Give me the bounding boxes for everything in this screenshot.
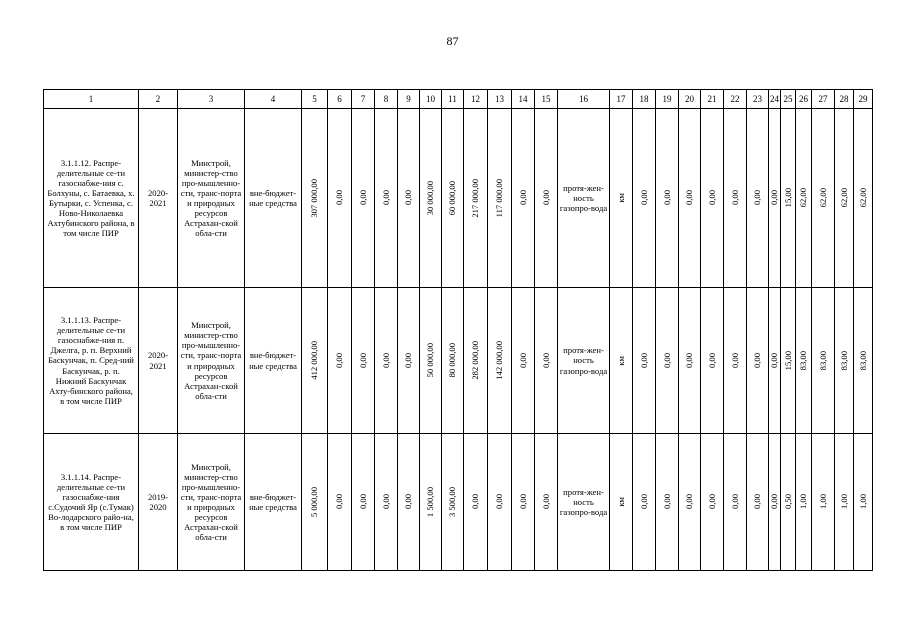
value-cell-6 <box>328 109 352 288</box>
source-cell <box>245 288 302 434</box>
value-text: 0,00 <box>403 352 414 369</box>
period-text: 2020-2021 <box>147 350 169 371</box>
value-cell-21 <box>701 434 724 571</box>
value-cell-14 <box>512 288 535 434</box>
value-text: 0,00 <box>334 352 345 369</box>
source-cell <box>245 434 302 571</box>
value-text: 0,00 <box>403 494 414 510</box>
header-row <box>44 90 873 109</box>
indicator-text: протя-жен-ность газопро-вода <box>559 182 608 214</box>
col-header: 21 <box>701 90 724 109</box>
value-cell-8 <box>375 434 398 571</box>
value-cell-13 <box>488 288 512 434</box>
period-cell <box>139 288 178 434</box>
value-cell-22 <box>724 434 747 571</box>
value-text: 0,00 <box>684 494 695 510</box>
value-cell-7 <box>352 109 375 288</box>
value-text: 0,00 <box>729 190 740 206</box>
value-cell-9 <box>398 434 420 571</box>
period-cell <box>139 434 178 571</box>
unit-text: км <box>615 355 626 366</box>
col-header: 20 <box>679 90 701 109</box>
value-text: 307 000,00 <box>309 178 320 218</box>
value-text: 0,50 <box>782 494 793 510</box>
page-number: 87 <box>446 34 459 48</box>
value-cell-14 <box>512 109 535 288</box>
value-cell-22 <box>724 288 747 434</box>
unit-cell <box>610 434 633 571</box>
value-text: 0,00 <box>638 352 649 369</box>
value-cell-25 <box>781 109 796 288</box>
value-cell-21 <box>701 288 724 434</box>
value-text: 3 500,00 <box>447 486 458 518</box>
value-cell-8 <box>375 109 398 288</box>
value-text: 0,00 <box>380 494 391 510</box>
col-header: 11 <box>442 90 464 109</box>
value-text: 1,00 <box>838 494 849 510</box>
col-header: 8 <box>375 90 398 109</box>
value-cell-20 <box>679 434 701 571</box>
value-text: 117 000,00 <box>494 178 505 218</box>
value-cell-23 <box>747 288 769 434</box>
table-row <box>44 434 873 571</box>
indicator-text: протя-жен-ность газопро-вода <box>559 345 608 376</box>
value-cell-26 <box>796 434 812 571</box>
value-text: 83,00 <box>798 350 809 371</box>
value-text: 0,00 <box>769 352 780 369</box>
value-text: 142 000,00 <box>494 341 505 380</box>
value-text: 0,00 <box>684 352 695 369</box>
value-cell-26 <box>796 288 812 434</box>
value-cell-27 <box>812 434 835 571</box>
value-cell-11 <box>442 109 464 288</box>
value-text: 0,00 <box>661 494 672 510</box>
value-text: 0,00 <box>357 494 368 510</box>
table-row <box>44 288 873 434</box>
value-text: 1,00 <box>857 494 868 510</box>
value-cell-27 <box>812 109 835 288</box>
value-cell-9 <box>398 109 420 288</box>
value-cell-24 <box>769 434 781 571</box>
value-cell-28 <box>835 434 854 571</box>
value-cell-18 <box>633 288 656 434</box>
value-cell-9 <box>398 288 420 434</box>
table-row <box>44 109 873 288</box>
value-cell-23 <box>747 109 769 288</box>
value-cell-11 <box>442 434 464 571</box>
value-text: 30 000,00 <box>425 180 436 216</box>
value-cell-15 <box>535 288 558 434</box>
value-text: 0,00 <box>706 494 717 510</box>
measure-name-text: 3.1.1.14. Распре-делительные се-ти газоснабже-ния с.Судочий Яр (с.Тумак) Во-лодарского райо-на, в том числе ПИР <box>48 471 134 533</box>
value-cell-26 <box>796 109 812 288</box>
unit-cell <box>610 109 633 288</box>
value-cell-5 <box>302 109 328 288</box>
executor-text: Минстрой, министер-ство про-мышленно-сти, транс-порта и природных ресурсов Астрахан-ской обла-сти <box>180 320 242 401</box>
value-text: 0,00 <box>494 494 505 510</box>
executor-cell <box>178 288 245 434</box>
value-text: 62,00 <box>857 188 868 208</box>
col-header: 1 <box>44 90 139 109</box>
value-cell-6 <box>328 288 352 434</box>
program-table <box>43 89 873 571</box>
value-cell-15 <box>535 434 558 571</box>
value-cell-24 <box>769 109 781 288</box>
value-text: 1,00 <box>817 494 828 510</box>
indicator-cell <box>558 109 610 288</box>
value-text: 0,00 <box>357 352 368 369</box>
col-header: 19 <box>656 90 679 109</box>
value-cell-10 <box>420 434 442 571</box>
col-header: 27 <box>812 90 835 109</box>
value-cell-24 <box>769 288 781 434</box>
col-header: 17 <box>610 90 633 109</box>
value-cell-18 <box>633 109 656 288</box>
col-header: 16 <box>558 90 610 109</box>
col-header: 4 <box>245 90 302 109</box>
measure-name <box>44 434 139 571</box>
value-text: 0,00 <box>729 494 740 510</box>
value-text: 0,00 <box>661 190 672 206</box>
value-text: 50 000,00 <box>425 343 436 378</box>
source-cell <box>245 109 302 288</box>
value-cell-29 <box>854 288 873 434</box>
unit-text: км <box>615 193 626 203</box>
value-text: 0,00 <box>769 190 780 206</box>
col-header: 15 <box>535 90 558 109</box>
executor-cell <box>178 434 245 571</box>
value-cell-25 <box>781 434 796 571</box>
value-cell-19 <box>656 109 679 288</box>
value-cell-12 <box>464 288 488 434</box>
value-text: 83,00 <box>838 350 849 371</box>
value-cell-20 <box>679 109 701 288</box>
value-cell-12 <box>464 109 488 288</box>
col-header: 10 <box>420 90 442 109</box>
value-cell-22 <box>724 109 747 288</box>
value-cell-20 <box>679 288 701 434</box>
measure-name-text: 3.1.1.12. Распре-делительные се-ти газоснабже-ния с. Болхуны, с. Батаевка, х. Бутырки, с. Успенка, с. Ново-Николаевка Ахтубинского района, в том числе ПИР <box>47 157 135 239</box>
value-text: 0,00 <box>380 190 391 206</box>
col-header: 9 <box>398 90 420 109</box>
value-cell-28 <box>835 109 854 288</box>
value-text: 0,00 <box>380 352 391 369</box>
col-header: 28 <box>835 90 854 109</box>
period-text: 2019-2020 <box>147 491 169 512</box>
value-cell-11 <box>442 288 464 434</box>
value-cell-5 <box>302 288 328 434</box>
col-header: 24 <box>769 90 781 109</box>
value-cell-29 <box>854 434 873 571</box>
value-text: 0,00 <box>752 352 763 369</box>
value-cell-10 <box>420 288 442 434</box>
value-cell-28 <box>835 288 854 434</box>
value-text: 0,00 <box>540 494 551 510</box>
value-text: 0,00 <box>684 190 695 206</box>
value-cell-13 <box>488 434 512 571</box>
source-text: вне-бюджет-ные средства <box>249 187 297 208</box>
value-text: 60 000,00 <box>447 180 458 216</box>
value-cell-10 <box>420 109 442 288</box>
value-cell-12 <box>464 434 488 571</box>
value-cell-18 <box>633 434 656 571</box>
value-text: 0,00 <box>334 494 345 510</box>
value-text: 0,00 <box>403 190 414 206</box>
value-text: 83,00 <box>857 350 868 371</box>
value-cell-14 <box>512 434 535 571</box>
value-cell-25 <box>781 288 796 434</box>
col-header: 13 <box>488 90 512 109</box>
value-text: 15,00 <box>782 188 793 208</box>
value-text: 62,00 <box>817 188 828 208</box>
value-text: 1 500,00 <box>425 486 436 518</box>
value-cell-13 <box>488 109 512 288</box>
value-cell-19 <box>656 434 679 571</box>
col-header: 22 <box>724 90 747 109</box>
value-cell-7 <box>352 288 375 434</box>
col-header: 3 <box>178 90 245 109</box>
col-header: 14 <box>512 90 535 109</box>
value-text: 0,00 <box>517 190 528 206</box>
indicator-cell <box>558 288 610 434</box>
value-text: 0,00 <box>357 190 368 206</box>
value-text: 0,00 <box>769 494 780 510</box>
value-cell-29 <box>854 109 873 288</box>
value-cell-19 <box>656 288 679 434</box>
value-text: 0,00 <box>752 190 763 206</box>
value-cell-21 <box>701 109 724 288</box>
unit-text: км <box>615 497 626 507</box>
executor-text: Минстрой, министер-ство про-мышленно-сти, транс-порта и природных ресурсов Астрахан-ской обла-сти <box>180 157 242 239</box>
value-text: 0,00 <box>517 352 528 369</box>
value-cell-6 <box>328 434 352 571</box>
value-cell-15 <box>535 109 558 288</box>
source-text: вне-бюджет-ные средства <box>249 491 297 512</box>
value-cell-27 <box>812 288 835 434</box>
value-text: 0,00 <box>540 190 551 206</box>
value-cell-8 <box>375 288 398 434</box>
measure-name-text: 3.1.1.13. Распре-делительные се-ти газоснабже-ния п. Джелга, р. п. Верхний Баскунчак, п. Сред-ний Баскунчак, р. п. Нижний Баскунчак Ахту-бинского района, в том числе ПИР <box>48 315 134 406</box>
executor-cell <box>178 109 245 288</box>
value-text: 62,00 <box>838 188 849 208</box>
col-header: 6 <box>328 90 352 109</box>
value-text: 0,00 <box>706 190 717 206</box>
col-header: 25 <box>781 90 796 109</box>
value-text: 0,00 <box>661 352 672 369</box>
value-text: 15,00 <box>782 350 793 371</box>
col-header: 29 <box>854 90 873 109</box>
col-header: 7 <box>352 90 375 109</box>
value-cell-5 <box>302 434 328 571</box>
value-cell-23 <box>747 434 769 571</box>
value-cell-7 <box>352 434 375 571</box>
col-header: 23 <box>747 90 769 109</box>
value-text: 0,00 <box>638 494 649 510</box>
value-text: 412 000,00 <box>309 341 320 380</box>
value-text: 0,00 <box>540 352 551 369</box>
col-header: 26 <box>796 90 812 109</box>
indicator-cell <box>558 434 610 571</box>
value-text: 0,00 <box>517 494 528 510</box>
value-text: 0,00 <box>334 190 345 206</box>
value-text: 0,00 <box>638 190 649 206</box>
value-text: 5 000,00 <box>309 486 320 518</box>
value-text: 217 000,00 <box>470 178 481 218</box>
value-text: 83,00 <box>817 350 828 371</box>
indicator-text: протя-жен-ность газопро-вода <box>559 486 608 518</box>
col-header: 2 <box>139 90 178 109</box>
value-text: 0,00 <box>752 494 763 510</box>
value-text: 0,00 <box>729 352 740 369</box>
value-text: 0,00 <box>706 352 717 369</box>
executor-text: Минстрой, министер-ство про-мышленно-сти, транс-порта и природных ресурсов Астрахан-ской обла-сти <box>180 461 242 543</box>
value-text: 80 000,00 <box>447 343 458 378</box>
measure-name <box>44 288 139 434</box>
unit-cell <box>610 288 633 434</box>
value-text: 0,00 <box>470 494 481 510</box>
period-cell <box>139 109 178 288</box>
value-text: 1,00 <box>798 494 809 510</box>
col-header: 12 <box>464 90 488 109</box>
source-text: вне-бюджет-ные средства <box>249 350 297 371</box>
measure-name <box>44 109 139 288</box>
col-header: 18 <box>633 90 656 109</box>
value-text: 282 000,00 <box>470 341 481 380</box>
period-text: 2020-2021 <box>147 187 169 208</box>
value-text: 62,00 <box>798 188 809 208</box>
col-header: 5 <box>302 90 328 109</box>
